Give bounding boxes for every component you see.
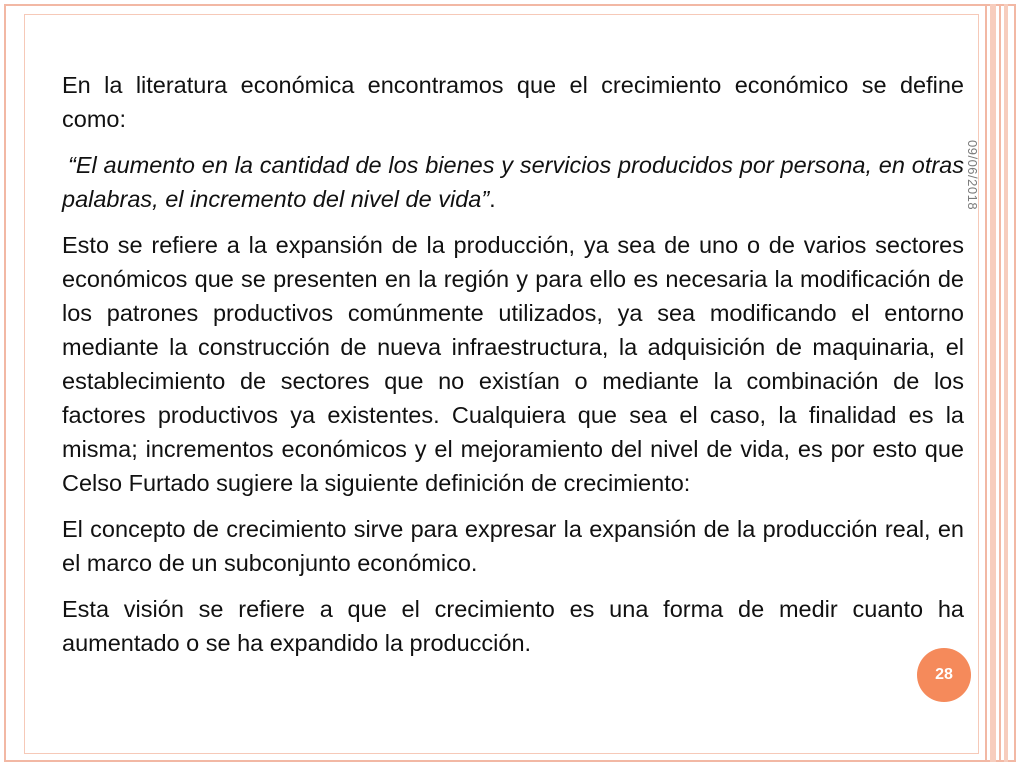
quote-text: “El aumento en la cantidad de los bienes y servicios producidos por persona, en otras palabras, el incremento del nivel de vida” xyxy=(62,152,964,212)
decorative-stripe xyxy=(985,4,987,762)
slide-date: 09/06/2018 xyxy=(965,140,980,211)
slide-body xyxy=(62,68,964,672)
paragraph-definition-intro: En la literatura económica encontramos que el crecimiento económico se define como: xyxy=(62,72,964,132)
decorative-stripe xyxy=(990,4,996,762)
decorative-stripe xyxy=(999,4,1001,762)
paragraph-furtado-concept: El concepto de crecimiento sirve para expresar la expansión de la producción real, en el marco de un subconjunto económico. xyxy=(62,516,964,576)
quote-tail: . xyxy=(489,186,496,212)
paragraph-quote xyxy=(62,148,964,216)
decorative-stripe xyxy=(1004,4,1008,762)
paragraph-measure-vision: Esta visión se refiere a que el crecimiento es una forma de medir cuanto ha aumentado o se ha expandido la producción. xyxy=(62,596,964,656)
page-number-badge: 28 xyxy=(917,648,971,702)
paragraph-expansion: Esto se refiere a la expansión de la producción, ya sea de uno o de varios sectores económicos que se presenten en la región y para ello es necesaria la modificación de los patrones productivos comúnmente utilizados, ya sea modificando el entorno mediante la construcción de nueva infraestructura, la adquisición de maquinaria, el establecimiento de sectores que no existían o mediante la combinación de los factores productivos ya existentes. Cualquiera que sea el caso, la finalidad es la misma; incrementos económicos y el mejoramiento del nivel de vida, es por esto que Celso Furtado sugiere la siguiente definición de crecimiento: xyxy=(62,232,964,496)
